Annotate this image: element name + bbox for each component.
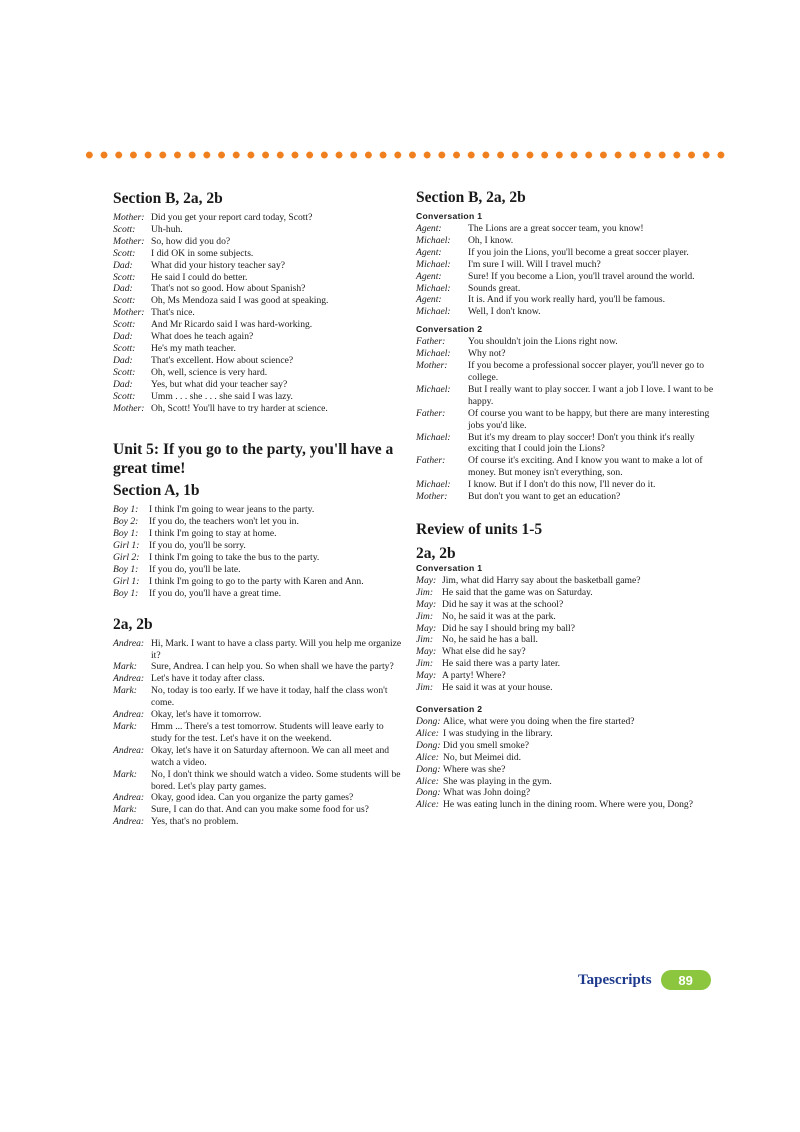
dialogue-line — [113, 295, 405, 307]
dialogue-line — [113, 528, 405, 540]
conversation-label: Conversation 2 — [416, 324, 483, 335]
conversation-label: Conversation 1 — [416, 562, 483, 573]
dialogue-line — [113, 721, 405, 745]
page-footer — [578, 970, 711, 990]
speaker-label: Scott: — [113, 271, 136, 283]
section-title: 2a, 2b — [113, 615, 153, 633]
dialogue-line — [416, 360, 716, 384]
dialogue-line — [416, 587, 716, 599]
dialogue-line — [416, 752, 716, 764]
speaker-label: Jim: — [416, 682, 434, 694]
dialogue-line — [416, 479, 716, 491]
dialogue-line — [416, 408, 716, 432]
dialogue-line — [416, 271, 716, 283]
line-text: Oh, I know. — [468, 234, 514, 246]
speaker-label: Andrea: — [113, 816, 145, 828]
line-text: If you do, you'll be late. — [149, 563, 241, 575]
line-text: What does he teach again? — [151, 331, 254, 343]
dialogue-line — [113, 816, 405, 828]
dialogue-line — [416, 491, 716, 503]
dialogue-line — [416, 384, 716, 408]
right-column — [416, 190, 716, 827]
line-text: Why not? — [468, 348, 506, 360]
line-text: No, he said it was at the park. — [442, 610, 556, 622]
speaker-label: Boy 1: — [113, 528, 139, 540]
speaker-label: May: — [416, 670, 437, 682]
dialogue-line — [113, 379, 405, 391]
line-text: Oh, Scott! You'll have to try harder at science. — [151, 402, 328, 414]
dialogue-line — [416, 247, 716, 259]
line-text: I think I'm going to go to the party with Karen and Ann. — [149, 575, 364, 587]
speaker-label: Jim: — [416, 658, 434, 670]
line-text: He said that the game was on Saturday. — [442, 586, 593, 598]
line-text: If you do, the teachers won't let you in. — [149, 516, 299, 528]
speaker-label: May: — [416, 574, 437, 586]
line-text: I did OK in some subjects. — [151, 247, 254, 259]
dialogue-line — [416, 455, 716, 479]
dialogue — [113, 638, 405, 829]
dialogue-line — [416, 348, 716, 360]
speaker-label: Dad: — [113, 378, 133, 390]
speaker-label: Mark: — [113, 804, 137, 816]
dialogue-line — [113, 367, 405, 379]
dialogue-line — [113, 792, 405, 804]
line-text: Uh-huh. — [151, 223, 183, 235]
section-subtitle: Section A, 1b — [113, 482, 200, 500]
line-text: Sure! If you become a Lion, you'll travel around the world. — [468, 270, 695, 282]
line-text: That's not so good. How about Spanish? — [151, 283, 306, 295]
section-title: Section B, 2a, 2b — [416, 189, 526, 206]
line-text: Did he say I should bring my ball? — [442, 622, 575, 634]
speaker-label: Mother: — [416, 491, 448, 503]
speaker-label: Mark: — [113, 721, 137, 732]
speaker-label: Dad: — [113, 331, 133, 343]
line-text: Okay, good idea. Can you organize the party games? — [151, 792, 354, 804]
dialogue — [113, 504, 405, 599]
speaker-label: Mark: — [113, 685, 137, 697]
dialogue-line — [416, 670, 716, 682]
unit5-block — [113, 440, 405, 599]
speaker-label: Jim: — [416, 586, 434, 598]
line-text: A party! Where? — [442, 670, 506, 682]
line-text: No, but Meimei did. — [443, 751, 522, 763]
dialogue-line — [416, 728, 716, 740]
dialogue-line — [416, 776, 716, 788]
line-text: I think I'm going to stay at home. — [149, 528, 277, 540]
line-text: If you become a professional soccer player, you'll never go to college. — [468, 360, 705, 383]
speaker-label: Scott: — [113, 247, 136, 259]
section-b-block — [113, 190, 405, 414]
dialogue-line — [416, 223, 716, 235]
line-text: Sounds great. — [468, 282, 521, 294]
dialogue — [416, 575, 716, 694]
speaker-label: Girl 1: — [113, 540, 140, 552]
dialogue-line — [113, 673, 405, 685]
line-text: I know. But if I don't do this now, I'll never do it. — [468, 479, 656, 491]
speaker-label: Andrea: — [113, 709, 145, 721]
dialogue-line — [113, 260, 405, 272]
dialogue-line — [113, 564, 405, 576]
speaker-label: Scott: — [113, 223, 136, 235]
dialogue-line — [416, 575, 716, 587]
line-text: No, I don't think we should watch a video. Some students will be bored. Let's play party games. — [151, 768, 401, 792]
section-b-block — [416, 189, 716, 503]
line-text: I think I'm going to wear jeans to the party. — [149, 504, 315, 516]
dialogue-line — [113, 552, 405, 564]
line-text: But I really want to play soccer. I want a job I love. I want to be happy. — [468, 383, 714, 407]
dialogue-line — [113, 804, 405, 816]
dialogue-line — [416, 646, 716, 658]
speaker-label: Michael: — [416, 282, 451, 294]
speaker-label: Dong: — [416, 739, 441, 751]
dialogue-line — [416, 740, 716, 752]
dialogue-line — [113, 504, 405, 516]
dialogue — [113, 212, 405, 414]
line-text: You shouldn't join the Lions right now. — [468, 336, 618, 348]
speaker-label: Boy 1: — [113, 587, 139, 599]
line-text: I'm sure I will. Will I travel much? — [468, 258, 601, 270]
line-text: The Lions are a great soccer team, you know! — [468, 223, 644, 234]
line-text: I was studying in the library. — [443, 727, 553, 739]
dialogue-line — [113, 355, 405, 367]
speaker-label: Jim: — [416, 634, 434, 646]
line-text: And Mr Ricardo said I was hard-working. — [151, 319, 313, 331]
section-title: Review of units 1-5 — [416, 520, 543, 538]
dialogue-line — [113, 638, 405, 662]
dialogue-line — [416, 799, 716, 811]
line-text: Alice, what were you doing when the fire started? — [443, 716, 635, 727]
speaker-label: Mother: — [113, 235, 145, 247]
line-text: If you do, you'll be sorry. — [149, 540, 246, 552]
line-text: What did your history teacher say? — [151, 259, 285, 271]
orange-dot-divider — [82, 150, 728, 160]
line-text: What was John doing? — [443, 787, 531, 799]
speaker-label: Dad: — [113, 259, 133, 271]
dialogue-line — [113, 588, 405, 600]
speaker-label: Scott: — [113, 295, 136, 307]
speaker-label: Dad: — [113, 354, 133, 366]
dialogue-line — [416, 611, 716, 623]
dialogue — [416, 716, 716, 811]
speaker-label: Dad: — [113, 283, 133, 295]
dialogue-line — [416, 623, 716, 635]
line-text: If you join the Lions, you'll become a great soccer player. — [468, 246, 689, 258]
dialogue-line — [416, 294, 716, 306]
speaker-label: Scott: — [113, 319, 136, 331]
speaker-label: Andrea: — [113, 744, 145, 756]
left-column — [113, 190, 405, 844]
dialogue-line — [113, 212, 405, 224]
dialogue-line — [113, 391, 405, 403]
dialogue-line — [113, 307, 405, 319]
dialogue-line — [416, 682, 716, 694]
speaker-label: Mark: — [113, 768, 137, 780]
line-text: But it's my dream to play soccer! Don't you think it's really exciting that I could join the Lions? — [468, 431, 695, 455]
line-text: So, how did you do? — [151, 235, 231, 247]
section-subtitle: 2a, 2b — [416, 544, 456, 562]
speaker-label: Michael: — [416, 431, 451, 443]
line-text: He said there was a party later. — [442, 658, 561, 670]
dialogue-line — [113, 331, 405, 343]
speaker-label: Dong: — [416, 716, 441, 727]
page-number-badge: 89 — [661, 970, 711, 990]
line-text: Did you smell smoke? — [443, 739, 530, 751]
speaker-label: Father: — [416, 336, 446, 348]
speaker-label: Scott: — [113, 390, 136, 402]
review-block — [416, 521, 716, 811]
dialogue-line — [416, 235, 716, 247]
speaker-label: Alice: — [416, 751, 439, 763]
conversation-label: Conversation 2 — [416, 704, 483, 714]
speaker-label: Michael: — [416, 306, 451, 318]
dialogue-line — [416, 432, 716, 456]
dialogue-line — [416, 336, 716, 348]
line-text: Where was she? — [443, 763, 506, 775]
speaker-label: Alice: — [416, 799, 439, 811]
line-text: Hi, Mark. I want to have a class party. Will you help me organize it? — [151, 637, 402, 661]
speaker-label: May: — [416, 622, 437, 634]
speaker-label: Scott: — [113, 342, 136, 354]
line-text: Okay, let's have it on Saturday afternoon. We can all meet and watch a video. — [151, 744, 390, 768]
speaker-label: May: — [416, 646, 437, 658]
line-text: Let's have it today after class. — [151, 673, 265, 685]
speaker-label: Agent: — [416, 246, 442, 258]
speaker-label: May: — [416, 598, 437, 610]
dialogue-line — [416, 283, 716, 295]
line-text: He's my math teacher. — [151, 342, 236, 354]
line-text: No, he said he has a ball. — [442, 634, 538, 646]
dialogue-line — [113, 685, 405, 709]
dialogue-line — [113, 343, 405, 355]
dialogue — [416, 336, 716, 503]
dialogue-line — [113, 516, 405, 528]
speaker-label: Michael: — [416, 234, 451, 246]
dialogue — [416, 223, 716, 318]
speaker-label: Alice: — [416, 727, 439, 739]
speaker-label: Andrea: — [113, 792, 145, 804]
dialogue-line — [416, 716, 716, 728]
dialogue-line — [113, 540, 405, 552]
line-text: Oh, well, science is very hard. — [151, 366, 268, 378]
line-text: If you do, you'll have a great time. — [149, 587, 282, 599]
speaker-label: Agent: — [416, 270, 442, 282]
dialogue-line — [416, 787, 716, 799]
line-text: Yes, but what did your teacher say? — [151, 378, 288, 390]
line-text: Sure, I can do that. And can you make some food for us? — [151, 804, 369, 816]
footer-label: Tapescripts — [578, 971, 652, 988]
line-text: No, today is too early. If we have it today, half the class won't come. — [151, 685, 388, 709]
dialogue-line — [113, 403, 405, 415]
line-text: Jim, what did Harry say about the basketball game? — [442, 574, 641, 586]
line-text: That's excellent. How about science? — [151, 354, 294, 366]
line-text: Of course it's exciting. And I know you want to make a lot of money. But money isn't everything, son. — [468, 455, 703, 479]
speaker-label: Boy 1: — [113, 563, 139, 575]
line-text: He said I could do better. — [151, 271, 248, 283]
unit-title: Unit 5: If you go to the party, you'll have a great time! — [113, 441, 394, 478]
dialogue-line — [113, 661, 405, 673]
dialogue-line — [113, 236, 405, 248]
line-text: Of course you want to be happy, but there are many interesting jobs you'd like. — [468, 407, 710, 431]
speaker-label: Girl 1: — [113, 575, 140, 587]
dialogue-line — [113, 769, 405, 793]
line-text: What else did he say? — [442, 646, 526, 658]
line-text: Okay, let's have it tomorrow. — [151, 709, 262, 721]
dialogue-line — [113, 272, 405, 284]
speaker-label: Girl 2: — [113, 552, 140, 564]
dialogue-line — [113, 576, 405, 588]
line-text: He said it was at your house. — [442, 682, 553, 694]
line-text: He was eating lunch in the dining room. Where were you, Dong? — [443, 799, 693, 811]
speaker-label: Mother: — [113, 307, 145, 319]
line-text: Well, I don't know. — [468, 306, 541, 318]
dialogue-line — [113, 248, 405, 260]
dialogue-line — [113, 319, 405, 331]
line-text: Did you get your report card today, Scott? — [151, 212, 313, 223]
speaker-label: Michael: — [416, 383, 451, 395]
speaker-label: Mark: — [113, 661, 137, 673]
speaker-label: Jim: — [416, 610, 434, 622]
speaker-label: Michael: — [416, 479, 451, 491]
dialogue-line — [416, 634, 716, 646]
speaker-label: Andrea: — [113, 673, 145, 685]
speaker-label: Agent: — [416, 223, 442, 234]
dialogue-line — [113, 283, 405, 295]
speaker-label: Agent: — [416, 294, 442, 306]
speaker-label: Mother: — [113, 212, 145, 223]
line-text: Umm . . . she . . . she said I was lazy. — [151, 390, 293, 402]
line-text: I think I'm going to take the bus to the party. — [149, 552, 320, 564]
speaker-label: Mother: — [113, 402, 145, 414]
line-text: Oh, Ms Mendoza said I was good at speaking. — [151, 295, 329, 307]
dialogue-line — [416, 306, 716, 318]
speaker-label: Mother: — [416, 360, 448, 372]
speaker-label: Dong: — [416, 787, 441, 799]
speaker-label: Michael: — [416, 258, 451, 270]
speaker-label: Alice: — [416, 775, 439, 787]
speaker-label: Father: — [416, 455, 446, 467]
speaker-label: Boy 2: — [113, 516, 139, 528]
dialogue-line — [416, 764, 716, 776]
unit5-2a2b-block — [113, 616, 405, 829]
dialogue-line — [416, 599, 716, 611]
line-text: That's nice. — [151, 307, 195, 319]
dialogue-line — [113, 224, 405, 236]
conversation-label: Conversation 1 — [416, 211, 483, 221]
speaker-label: Boy 1: — [113, 504, 139, 516]
line-text: Did he say it was at the school? — [442, 598, 564, 610]
section-title: Section B, 2a, 2b — [113, 190, 223, 207]
dialogue-line — [113, 745, 405, 769]
dialogue-line — [416, 658, 716, 670]
line-text: Yes, that's no problem. — [151, 816, 239, 828]
dialogue-line — [113, 709, 405, 721]
dialogue-line — [416, 259, 716, 271]
speaker-label: Father: — [416, 407, 446, 419]
line-text: Hmm ... There's a test tomorrow. Students will leave early to study for the test. Let's have it on the weekend. — [151, 721, 384, 744]
speaker-label: Michael: — [416, 348, 451, 360]
speaker-label: Scott: — [113, 366, 136, 378]
speaker-label: Andrea: — [113, 637, 145, 649]
line-text: It is. And if you work really hard, you'll be famous. — [468, 294, 666, 306]
line-text: But don't you want to get an education? — [468, 491, 621, 503]
line-text: Sure, Andrea. I can help you. So when shall we have the party? — [151, 661, 394, 673]
line-text: She was playing in the gym. — [443, 775, 552, 787]
speaker-label: Dong: — [416, 763, 441, 775]
